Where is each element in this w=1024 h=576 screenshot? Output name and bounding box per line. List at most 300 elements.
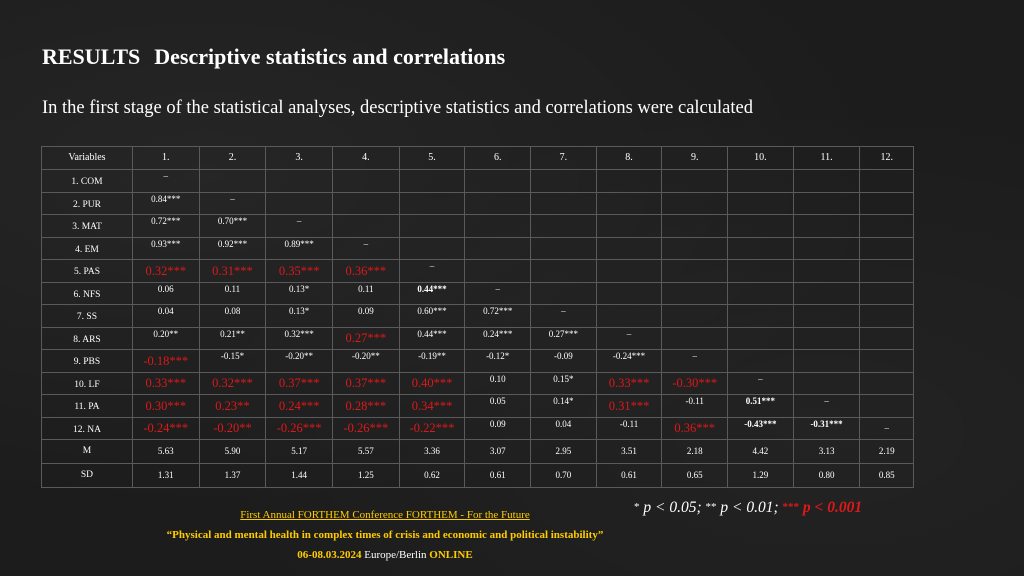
empty-cell [662,237,728,260]
empty-cell [333,215,400,238]
table-row [42,215,914,238]
table-cell [465,282,531,305]
header-col-2: 2. [199,147,266,170]
table-cell [199,372,266,395]
table-cell [399,440,465,464]
title-results: RESULTS [42,44,141,69]
table-cell [662,440,728,464]
cell-value: – [230,193,235,204]
table-cell [266,215,333,238]
sig-p-001: p < 0.01; [720,499,779,516]
empty-cell [399,170,465,193]
row-label-text: 2. PUR [72,199,101,210]
header-col-8: 8. [596,147,662,170]
table-cell [596,350,662,373]
table-cell [132,417,199,440]
cell-value: 0.09 [489,418,506,429]
cell-value: 0.33*** [608,376,650,390]
empty-cell [728,215,794,238]
cell-value: 0.62 [424,470,440,480]
sig-star-2: ** [705,501,717,513]
cell-value: 0.40*** [411,376,453,390]
row-label [42,237,133,260]
table-cell [399,305,465,328]
row-label [42,170,133,193]
table-row [42,170,914,193]
empty-cell [399,215,465,238]
table-cell [399,260,465,283]
cell-value: 0.14* [553,396,574,407]
table-cell [399,464,465,488]
row-label [42,215,133,238]
table-cell [266,395,333,418]
cell-value: -0.15* [220,351,245,362]
row-label-text: 5. PAS [73,267,100,277]
empty-cell [860,215,914,238]
table-cell [333,395,400,418]
row-label-text: 8. ARS [73,334,101,345]
correlation-table-body [42,147,914,488]
table-cell [465,417,531,440]
cell-value: – [626,328,632,339]
empty-cell [465,192,531,215]
header-col-12: 12. [860,147,914,170]
table-cell [333,260,400,283]
cell-value: 0.72*** [151,216,181,227]
table-cell [199,440,266,464]
table-cell [399,327,465,350]
footer-date-location [0,549,770,561]
empty-cell [596,282,662,305]
table-cell [860,440,914,464]
cell-value: 2.19 [878,446,895,456]
table-cell [266,305,333,328]
table-cell [465,395,531,418]
cell-value: 0.20** [153,328,179,339]
row-label [42,395,133,418]
cell-value: 0.31*** [212,263,253,278]
empty-cell [860,350,914,373]
empty-cell [793,170,860,193]
table-cell [662,464,728,488]
cell-value: 0.80 [818,470,835,480]
table-cell [266,237,333,260]
empty-cell [728,192,794,215]
empty-cell [596,170,662,193]
cell-value: 0.37*** [345,376,387,390]
cell-value: 0.11 [224,283,241,294]
cell-value: 1.31 [157,470,174,480]
empty-cell [596,192,662,215]
empty-cell [793,282,860,305]
cell-value: -0.26*** [276,421,322,435]
table-cell [596,464,662,488]
cell-value: 0.32*** [145,263,187,278]
table-cell [793,464,860,488]
table-cell [199,417,266,440]
cell-value: 0.31*** [608,398,650,413]
row-label [42,282,133,305]
cell-value: 0.32*** [284,328,314,339]
table-row [42,282,914,305]
cell-value: -0.22*** [409,421,455,435]
table-cell [531,350,597,373]
table-cell [333,305,400,328]
header-col-4: 4. [333,147,400,170]
empty-cell [333,170,400,193]
cell-value: 0.13* [289,306,310,317]
cell-value: 0.32*** [212,376,253,390]
cell-value: 4.42 [752,446,769,456]
empty-cell [465,215,531,238]
row-label-text: 3. MAT [72,222,102,232]
cell-value: 5.63 [157,446,174,456]
table-cell [199,395,266,418]
table-cell [531,305,597,328]
cell-value: 0.15* [553,373,574,384]
empty-cell [728,305,794,328]
table-cell [199,282,266,305]
cell-value: 1.29 [752,470,769,480]
empty-cell [662,327,728,350]
table-cell [333,464,400,488]
table-cell [199,305,266,328]
cell-value: 0.84*** [151,193,181,204]
table-cell [531,464,597,488]
table-cell [531,327,597,350]
table-cell [399,395,465,418]
empty-cell [728,282,794,305]
empty-cell [596,215,662,238]
row-label [42,464,133,488]
cell-value: 0.44*** [417,283,447,294]
empty-cell [860,395,914,418]
empty-cell [793,350,860,373]
cell-value: – [296,216,302,227]
row-label-text: 9. PBS [73,357,101,367]
cell-value: – [363,238,369,249]
table-cell [728,464,794,488]
table-cell [596,372,662,395]
empty-cell [793,305,860,328]
header-col-10: 10. [728,147,794,170]
table-cell [132,170,199,193]
cell-value: 0.27*** [548,328,578,339]
cell-value: – [495,283,500,294]
empty-cell [662,215,728,238]
table-row [42,260,914,283]
cell-value: – [758,373,763,384]
cell-value: -0.11 [685,396,704,407]
sig-p-005: p < 0.05; [643,499,702,516]
cell-value: – [692,351,697,362]
table-row [42,327,914,350]
table-cell [333,417,400,440]
footer-conference-link[interactable]: First Annual FORTHEM Conference FORTHEM - For the Future [240,509,530,521]
table-cell [399,282,465,305]
row-label-text: 7. SS [76,312,97,322]
row-label-text: 4. EM [75,244,99,255]
table-row [42,417,914,440]
cell-value: 0.61 [621,470,637,480]
table-cell [132,192,199,215]
empty-cell [793,215,860,238]
header-col-9: 9. [662,147,728,170]
table-row [42,395,914,418]
table-cell [266,327,333,350]
slide-subtitle: In the first stage of the statistical analyses, descriptive statistics and correlations were calculated [42,98,753,118]
cell-value: -0.20** [213,421,252,435]
cell-value: 1.25 [357,470,374,480]
table-row [42,350,914,373]
empty-cell [860,170,914,193]
cell-value: 0.24*** [278,398,320,413]
table-cell [465,327,531,350]
table-cell [465,464,531,488]
table-cell [860,417,914,440]
cell-value: 0.89*** [284,238,314,249]
row-label [42,440,133,464]
row-label [42,350,133,373]
sig-star-1: * [634,501,640,513]
empty-cell [793,237,860,260]
cell-value: 0.27*** [345,331,387,345]
table-cell [531,395,597,418]
cell-value: 0.08 [224,306,241,317]
cell-value: 0.61 [489,470,506,480]
empty-cell [860,192,914,215]
empty-cell [728,237,794,260]
row-label [42,372,133,395]
cell-value: -0.43*** [744,418,777,429]
table-cell [199,327,266,350]
empty-cell [531,237,597,260]
empty-cell [596,260,662,283]
cell-value: 0.35*** [278,263,320,278]
table-row [42,237,914,260]
table-cell [793,417,860,440]
cell-value: 5.17 [291,446,308,456]
cell-value: 0.24*** [483,328,513,339]
table-cell [132,237,199,260]
table-cell [531,372,597,395]
table-cell [465,440,531,464]
cell-value: 0.72*** [483,306,513,317]
cell-value: 0.11 [358,283,374,294]
footer-dates: 06-08.03.2024 [297,549,362,561]
row-label-text: M [82,445,92,456]
cell-value: 0.10 [489,373,506,384]
row-label-text: 11. PA [74,402,100,412]
empty-cell [531,170,597,193]
table-cell [399,372,465,395]
header-col-7: 7. [531,147,597,170]
table-cell [266,350,333,373]
cell-value: – [884,422,889,433]
empty-cell [793,260,860,283]
table-cell [793,440,860,464]
slide-title [42,44,505,70]
cell-value: – [824,396,829,407]
cell-value: 0.37*** [278,376,320,390]
table-cell [531,440,597,464]
cell-value: 5.57 [357,446,374,456]
table-cell [333,327,400,350]
footer-online: ONLINE [429,549,473,561]
empty-cell [531,215,597,238]
table-cell [728,372,794,395]
table-cell [860,464,914,488]
table-cell [132,395,199,418]
empty-cell [531,260,597,283]
header-variables: Variables [42,147,133,170]
empty-cell [662,305,728,328]
empty-cell [662,192,728,215]
table-cell [465,305,531,328]
table-cell [793,395,860,418]
cell-value: – [429,261,435,272]
cell-value: 0.06 [157,283,174,294]
cell-value: – [163,171,169,182]
empty-cell [465,237,531,260]
cell-value: -0.26*** [343,421,389,435]
correlation-table [41,146,914,488]
table-cell [465,350,531,373]
cell-value: 0.23** [215,398,250,413]
cell-value: 5.90 [224,446,241,456]
empty-cell [860,305,914,328]
empty-cell [596,305,662,328]
cell-value: 0.30*** [145,398,187,413]
cell-value: -0.12* [486,351,510,362]
table-cell [199,237,266,260]
header-col-3: 3. [266,147,333,170]
cell-value: 3.36 [424,446,440,456]
empty-cell [728,350,794,373]
row-label-text: 1. COM [71,177,103,187]
cell-value: 2.95 [555,446,572,456]
table-cell [199,350,266,373]
cell-value: 0.13* [289,283,310,294]
table-cell [266,440,333,464]
table-cell [266,372,333,395]
cell-value: 0.36*** [345,263,387,278]
table-cell [662,417,728,440]
cell-value: -0.18*** [143,353,189,368]
table-cell [132,464,199,488]
table-row [42,192,914,215]
stat-row [42,464,914,488]
cell-value: 0.70 [555,470,572,480]
table-cell [333,350,400,373]
cell-value: 0.34*** [411,398,453,413]
row-label-text: SD [80,469,94,480]
cell-value: – [561,306,566,317]
table-cell [596,440,662,464]
table-row [42,372,914,395]
table-cell [266,260,333,283]
empty-cell [728,260,794,283]
header-col-1: 1. [132,147,199,170]
empty-cell [728,327,794,350]
title-description: Descriptive statistics and correlations [154,44,506,69]
table-cell [333,282,400,305]
cell-value: -0.31*** [810,418,843,429]
table-cell [132,327,199,350]
table-cell [596,395,662,418]
table-cell [662,350,728,373]
cell-value: -0.24*** [143,421,189,435]
empty-cell [531,282,597,305]
table-cell [132,372,199,395]
empty-cell [662,260,728,283]
header-col-11: 11. [793,147,860,170]
empty-cell [662,282,728,305]
row-label-text: 6. NFS [73,289,101,300]
table-cell [728,440,794,464]
table-cell [199,464,266,488]
cell-value: 0.04 [157,306,174,317]
table-cell [266,282,333,305]
cell-value: 3.51 [621,446,637,456]
table-cell [728,395,794,418]
cell-value: 0.28*** [345,398,387,413]
table-cell [399,350,465,373]
empty-cell [728,170,794,193]
cell-value: 3.13 [818,446,835,456]
table-cell [531,417,597,440]
cell-value: -0.20** [351,351,380,362]
cell-value: -0.19** [418,351,446,362]
table-cell [132,260,199,283]
empty-cell [793,192,860,215]
table-cell [728,417,794,440]
table-cell [465,372,531,395]
table-cell [132,282,199,305]
table-cell [333,372,400,395]
cell-value: 0.36*** [674,421,716,435]
empty-cell [662,170,728,193]
table-cell [662,372,728,395]
cell-value: 2.18 [686,446,703,456]
row-label-text: 10. LF [74,379,100,390]
header-col-6: 6. [465,147,531,170]
empty-cell [860,237,914,260]
sig-p-0001: p < 0.001 [802,499,863,516]
row-label [42,260,133,283]
table-cell [333,440,400,464]
cell-value: -0.30*** [672,376,718,390]
table-header-row [42,147,914,170]
cell-value: -0.24*** [612,351,646,362]
table-cell [399,417,465,440]
table-cell [266,417,333,440]
cell-value: -0.20** [285,351,314,362]
cell-value: 0.44*** [417,328,447,339]
stat-row [42,440,914,464]
empty-cell [199,170,266,193]
cell-value: 0.05 [489,396,506,407]
row-label [42,327,133,350]
cell-value: -0.09 [553,351,573,362]
cell-value: 0.21** [220,328,245,339]
cell-value: 0.09 [357,306,374,317]
table-cell [333,237,400,260]
cell-value: 1.44 [291,470,308,480]
cell-value: 1.37 [224,470,241,480]
cell-value: -0.11 [619,418,639,429]
table-cell [132,350,199,373]
